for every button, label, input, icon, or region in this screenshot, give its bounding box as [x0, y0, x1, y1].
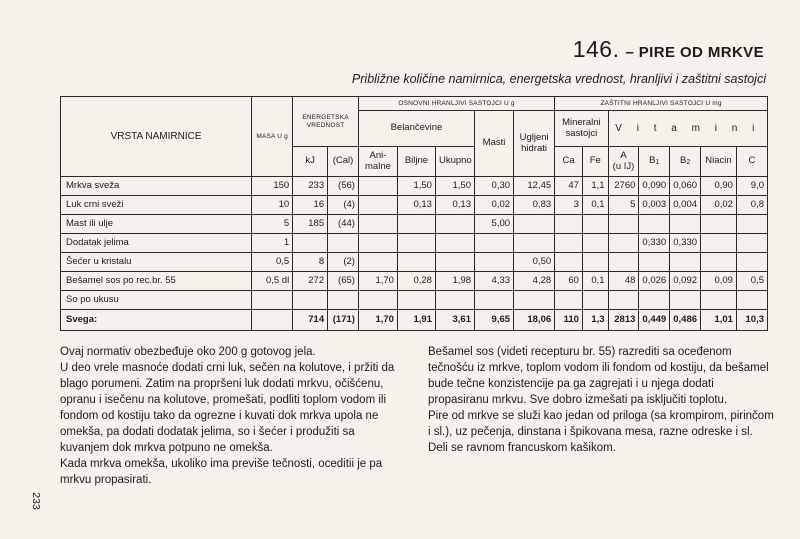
header-b1: B1 — [639, 147, 670, 177]
header-basic-nutrients: OSNOVNI HRANLJIVI SASTOJCI U g — [358, 97, 554, 111]
cell-fe — [582, 291, 608, 310]
paragraph: Pire od mrkve se služi kao jedan od priloga (sa krompirom, pirinčom i sl.), uz pečenja, dinstana i špikovana mesa, razne odreske i sl. Deli se ravnom francuskom kašikom. — [428, 410, 774, 454]
cell-a — [608, 234, 639, 253]
cell-animal: 1,70 — [358, 272, 397, 291]
header-niacin: Niacin — [701, 147, 737, 177]
cell-cal: (65) — [328, 272, 359, 291]
cell-ca: 3 — [555, 196, 583, 215]
cell-a: 48 — [608, 272, 639, 291]
cell-b2: 0,486 — [670, 310, 701, 331]
cell-name: Dodatak jelima — [61, 234, 252, 253]
cell-niacin: 0,90 — [701, 177, 737, 196]
recipe-number: 146. — [572, 36, 620, 62]
header-plant: Biljne — [397, 147, 435, 177]
cell-fe: 0,1 — [582, 272, 608, 291]
cell-plant — [397, 234, 435, 253]
cell-b1: 0,330 — [639, 234, 670, 253]
cell-mass — [252, 291, 293, 310]
cell-carbs: 4,28 — [514, 272, 555, 291]
cell-fat — [475, 234, 514, 253]
cell-animal: 1,70 — [358, 310, 397, 331]
cell-fat: 0,30 — [475, 177, 514, 196]
header-vitamins: V i t a m i n i — [608, 111, 767, 147]
cell-ca: 47 — [555, 177, 583, 196]
cell-a — [608, 215, 639, 234]
cell-cal — [328, 291, 359, 310]
cell-ca — [555, 253, 583, 272]
cell-a: 5 — [608, 196, 639, 215]
cell-animal — [358, 291, 397, 310]
page-number: 233 — [29, 492, 42, 510]
cell-c — [736, 234, 767, 253]
cell-ca — [555, 215, 583, 234]
cell-mass: 5 — [252, 215, 293, 234]
header-fe: Fe — [582, 147, 608, 177]
cell-a: 2813 — [608, 310, 639, 331]
header-item: VRSTA NAMIRNICE — [61, 97, 252, 177]
cell-prot-total: 3,61 — [435, 310, 474, 331]
header-minerals: Mineralni sastojci — [555, 111, 608, 147]
table-row — [61, 272, 768, 291]
cell-b2: 0,060 — [670, 177, 701, 196]
table-row — [61, 196, 768, 215]
instructions-right — [428, 344, 774, 456]
cell-plant — [397, 291, 435, 310]
cell-kj: 272 — [293, 272, 328, 291]
cell-carbs — [514, 215, 555, 234]
cell-name: Šećer u kristalu — [61, 253, 252, 272]
cell-niacin — [701, 234, 737, 253]
table-caption: Približne količine namirnica, energetska vrednost, hranljivi i zaštitni sastojci — [351, 72, 766, 86]
cell-kj — [293, 291, 328, 310]
cell-mass: 10 — [252, 196, 293, 215]
cell-fat — [475, 291, 514, 310]
cell-prot-total — [435, 234, 474, 253]
cell-c: 10,3 — [736, 310, 767, 331]
table-row — [61, 291, 768, 310]
header-proteins: Belančevine — [358, 111, 474, 147]
cell-b2 — [670, 253, 701, 272]
cell-animal — [358, 196, 397, 215]
cell-niacin: 0,09 — [701, 272, 737, 291]
cell-cal: (44) — [328, 215, 359, 234]
cell-c: 0,8 — [736, 196, 767, 215]
header-protective-nutrients: ZAŠTITNI HRANLJIVI SASTOJCI U mg — [555, 97, 768, 111]
cell-a — [608, 253, 639, 272]
cell-carbs: 18,06 — [514, 310, 555, 331]
cell-c — [736, 291, 767, 310]
cell-b2 — [670, 291, 701, 310]
cell-mass: 0,5 — [252, 253, 293, 272]
cell-prot-total — [435, 215, 474, 234]
cell-fe: 1,3 — [582, 310, 608, 331]
cell-kj: 16 — [293, 196, 328, 215]
recipe-title — [573, 36, 764, 63]
cell-kj: 185 — [293, 215, 328, 234]
cell-cal — [328, 234, 359, 253]
header-vitamin-c: C — [736, 147, 767, 177]
header-b2: B2 — [670, 147, 701, 177]
cell-a — [608, 291, 639, 310]
cell-prot-total: 0,13 — [435, 196, 474, 215]
cell-b1 — [639, 253, 670, 272]
cell-fe: 0,1 — [582, 196, 608, 215]
cell-carbs: 0,50 — [514, 253, 555, 272]
cell-b1: 0,003 — [639, 196, 670, 215]
cell-b1: 0,449 — [639, 310, 670, 331]
cell-c — [736, 253, 767, 272]
cell-b1 — [639, 215, 670, 234]
cell-cal: (2) — [328, 253, 359, 272]
cell-prot-total: 1,50 — [435, 177, 474, 196]
cell-b2: 0,092 — [670, 272, 701, 291]
cell-kj: 714 — [293, 310, 328, 331]
cell-fat — [475, 253, 514, 272]
cell-mass: 150 — [252, 177, 293, 196]
cell-plant — [397, 215, 435, 234]
cell-prot-total: 1,98 — [435, 272, 474, 291]
cell-niacin: 0,02 — [701, 196, 737, 215]
header-energy: ENERGETSKA VREDNOST — [293, 97, 359, 147]
cell-niacin — [701, 253, 737, 272]
cell-niacin — [701, 291, 737, 310]
table-row — [61, 234, 768, 253]
cell-prot-total — [435, 291, 474, 310]
cell-fat: 0,02 — [475, 196, 514, 215]
cell-name: Mast ili ulje — [61, 215, 252, 234]
cell-niacin: 1,01 — [701, 310, 737, 331]
total-row — [61, 310, 768, 331]
cell-niacin — [701, 215, 737, 234]
cell-carbs — [514, 291, 555, 310]
header-fat: Masti — [475, 111, 514, 177]
cell-name: So po ukusu — [61, 291, 252, 310]
vitamin-a-unit: (u IJ) — [612, 160, 635, 172]
cell-fat: 9,65 — [475, 310, 514, 331]
cell-a: 2760 — [608, 177, 639, 196]
cell-mass — [252, 310, 293, 331]
cell-fat: 5,00 — [475, 215, 514, 234]
cell-plant: 1,50 — [397, 177, 435, 196]
cell-mass: 1 — [252, 234, 293, 253]
cell-ca: 60 — [555, 272, 583, 291]
instructions-left — [60, 344, 406, 488]
cell-animal — [358, 234, 397, 253]
recipe-name: – PIRE OD MRKVE — [625, 44, 764, 61]
header-protein-total: Ukupno — [435, 147, 474, 177]
cell-fat: 4,33 — [475, 272, 514, 291]
cell-b2: 0,004 — [670, 196, 701, 215]
cell-b2: 0,330 — [670, 234, 701, 253]
cell-plant: 1,91 — [397, 310, 435, 331]
cell-name: Svega: — [61, 310, 252, 331]
cell-cal: (171) — [328, 310, 359, 331]
cell-name: Luk crni sveži — [61, 196, 252, 215]
cell-b1: 0,026 — [639, 272, 670, 291]
cell-carbs: 0,83 — [514, 196, 555, 215]
header-cal: (Cal) — [328, 147, 359, 177]
cell-ca — [555, 291, 583, 310]
paragraph: Bešamel sos (videti recepturu br. 55) razrediti sa oceđenom tečnošću iz mrkve, toplom vodom ili fondom od kostiju, da bešamel bude tečne konzistencije pa ga zagrejati i u njega dodati propasiranu mrkvu. Sve dobro izmešati pa isključiti toplotu. — [428, 346, 769, 406]
header-mass: MASA U g — [252, 97, 293, 177]
table-row — [61, 177, 768, 196]
cell-mass: 0,5 dl — [252, 272, 293, 291]
cell-animal — [358, 253, 397, 272]
cell-ca — [555, 234, 583, 253]
cell-cal: (4) — [328, 196, 359, 215]
cell-plant: 0,13 — [397, 196, 435, 215]
cell-carbs: 12,45 — [514, 177, 555, 196]
cell-ca: 110 — [555, 310, 583, 331]
header-kj: kJ — [293, 147, 328, 177]
cell-fe: 1,1 — [582, 177, 608, 196]
table-row — [61, 253, 768, 272]
cell-name: Bešamel sos po rec.br. 55 — [61, 272, 252, 291]
paragraph: U deo vrele masnoće dodati crni luk, sečen na kolutove, i pržiti da blago porumeni. Zatim na propršeni luk dodati mrkvu, očišćenu, opranu i isečenu na kolutove, promešati, podliti toplom vodom ili fondom od kostiju tako da ogrezne i kuvati dok mrkva upola ne omekša, pa dodati dodatak jelima, so i šećer i produžiti sa kuvanjem dok mrkva potpuno ne omekša. — [60, 362, 395, 454]
cell-prot-total — [435, 253, 474, 272]
nutrition-table — [60, 96, 768, 331]
table-row — [61, 215, 768, 234]
cell-c: 9,0 — [736, 177, 767, 196]
cell-kj — [293, 234, 328, 253]
cell-plant: 0,28 — [397, 272, 435, 291]
cell-cal: (56) — [328, 177, 359, 196]
cell-fe — [582, 215, 608, 234]
paragraph: Ovaj normativ obezbeđuje oko 200 g gotovog jela. — [60, 346, 316, 358]
cell-b1: 0,090 — [639, 177, 670, 196]
cell-name: Mrkva sveža — [61, 177, 252, 196]
cell-c — [736, 215, 767, 234]
cell-b1 — [639, 291, 670, 310]
cell-carbs — [514, 234, 555, 253]
paragraph: Kada mrkva omekša, ukoliko ima previše tečnosti, oceditii je pa mrkvu propasirati. — [60, 458, 383, 486]
cell-kj: 233 — [293, 177, 328, 196]
header-carbs: Ugljeni hidrati — [514, 111, 555, 177]
header-vitamin-a — [608, 147, 639, 177]
header-ca: Ca — [555, 147, 583, 177]
cell-fe — [582, 234, 608, 253]
vitamin-a-label: A — [620, 150, 627, 162]
cell-fe — [582, 253, 608, 272]
header-animal: Ani- malne — [358, 147, 397, 177]
cell-b2 — [670, 215, 701, 234]
cell-kj: 8 — [293, 253, 328, 272]
cell-animal — [358, 215, 397, 234]
cell-c: 0,5 — [736, 272, 767, 291]
cell-animal — [358, 177, 397, 196]
cell-plant — [397, 253, 435, 272]
